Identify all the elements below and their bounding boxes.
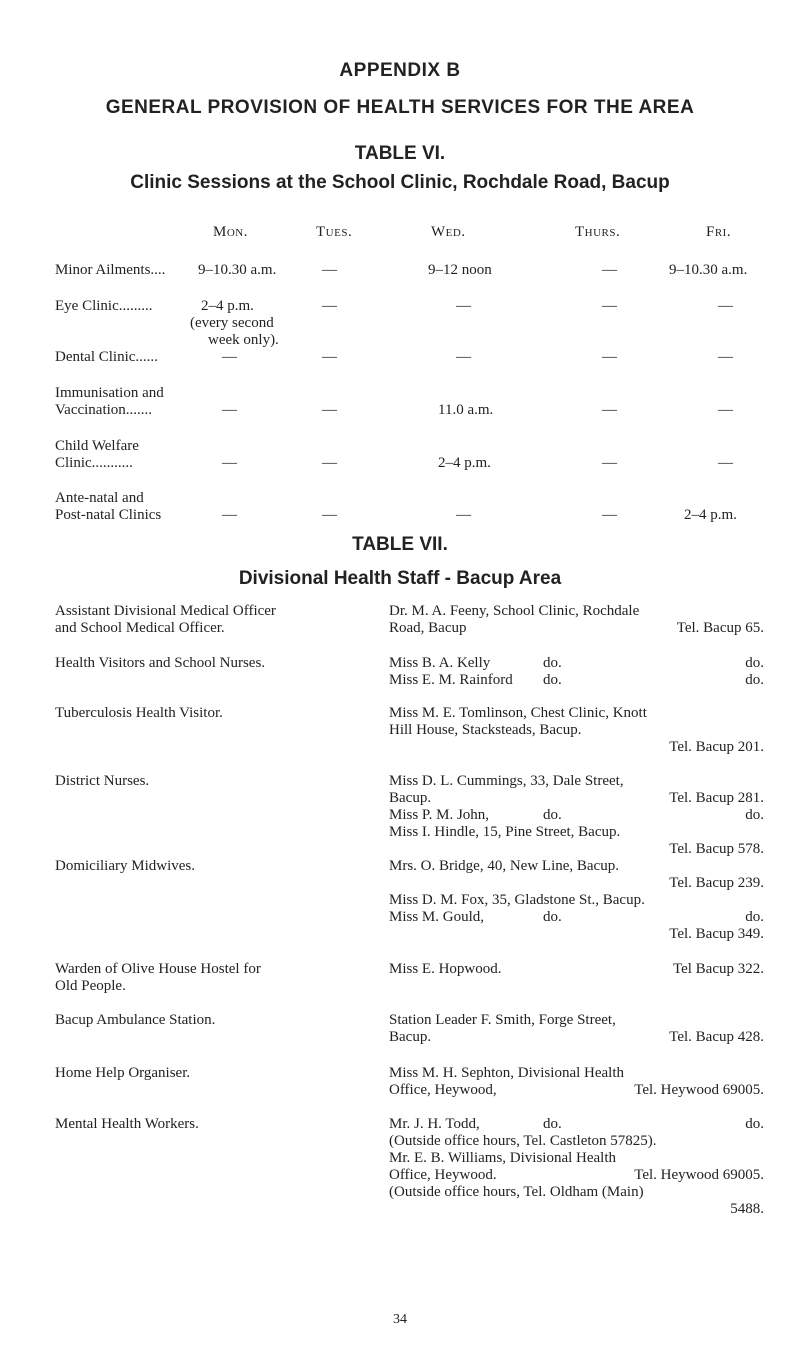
staff-detail-line <box>389 705 764 722</box>
staff-detail-line <box>389 672 764 689</box>
staff-detail-line <box>389 892 764 909</box>
staff-detail-phone: Tel. Bacup 65. <box>676 620 764 636</box>
staff-detail-text: Office, Heywood. <box>389 1167 497 1183</box>
staff-detail-phone: Tel. Bacup 428. <box>669 1029 764 1045</box>
staff-detail-line <box>389 722 764 739</box>
cell-immun-wed: 11.0 a.m. <box>438 402 494 418</box>
staff-detail-text: Miss D. L. Cummings, 33, Dale Street, <box>389 773 624 789</box>
staff-detail-phone: Tel. Heywood 69005. <box>634 1167 764 1183</box>
staff-role <box>55 1065 355 1082</box>
staff-detail-line <box>389 841 764 858</box>
staff-detail-ditto: do. <box>543 1116 562 1132</box>
staff-role <box>55 773 355 790</box>
cell-immun-fri: — <box>718 402 733 418</box>
staff-detail-line <box>389 1133 764 1150</box>
staff-role <box>55 655 355 672</box>
row-label-immunisation-2: Vaccination....... <box>55 402 153 418</box>
staff-detail-line <box>389 773 764 790</box>
staff-detail-text: (Outside office hours, Tel. Castleton 57825). <box>389 1133 657 1149</box>
staff-details <box>389 773 764 858</box>
staff-detail-line <box>389 655 764 672</box>
table-6-subtitle: Clinic Sessions at the School Clinic, Rochdale Road, Bacup <box>130 172 670 193</box>
cell-eye-tues: — <box>322 298 337 314</box>
staff-detail-line <box>389 909 764 926</box>
staff-role-line: Assistant Divisional Medical Officer <box>55 603 276 619</box>
staff-detail-line <box>389 1029 764 1046</box>
staff-role-line: Mental Health Workers. <box>55 1116 199 1132</box>
cell-eye-fri: — <box>718 298 733 314</box>
staff-detail-text: Station Leader F. Smith, Forge Street, <box>389 1012 616 1028</box>
table-6-title: TABLE VI. <box>354 143 446 164</box>
cell-minor-wed: 9–12 noon <box>428 262 492 278</box>
staff-detail-phone: Tel. Bacup 201. <box>669 739 764 755</box>
staff-detail-line <box>389 824 764 841</box>
staff-detail-text: Bacup. <box>389 1029 432 1045</box>
cell-dental-tues: — <box>322 349 337 365</box>
staff-detail-line <box>389 1012 764 1029</box>
staff-detail-line <box>389 620 764 637</box>
row-label-child-welfare-2: Clinic........... <box>55 455 133 471</box>
cell-minor-fri: 9–10.30 a.m. <box>669 262 748 278</box>
staff-detail-line <box>389 1167 764 1184</box>
staff-detail-line <box>389 1065 764 1082</box>
staff-role-line: and School Medical Officer. <box>55 620 225 636</box>
staff-detail-line <box>389 1082 764 1099</box>
cell-dental-mon: — <box>222 349 237 365</box>
staff-detail-text: Bacup. <box>389 790 432 806</box>
col-header-wed: Wed. <box>431 224 466 240</box>
staff-detail-ditto: do. <box>543 672 562 688</box>
col-header-fri: Fri. <box>706 224 732 240</box>
staff-detail-line <box>389 739 764 756</box>
staff-detail-text: Hill House, Stacksteads, Bacup. <box>389 722 582 738</box>
staff-detail-line <box>389 858 764 875</box>
cell-child-thurs: — <box>602 455 617 471</box>
cell-child-wed: 2–4 p.m. <box>438 455 491 471</box>
staff-detail-line <box>389 790 764 807</box>
staff-role-line: Tuberculosis Health Visitor. <box>55 705 223 721</box>
staff-detail-line <box>389 875 764 892</box>
staff-detail-text: Miss M. E. Tomlinson, Chest Clinic, Knott <box>389 705 647 721</box>
staff-detail-phone: Tel. Bacup 239. <box>669 875 764 891</box>
cell-eye-note-2: week only). <box>208 332 279 348</box>
row-label-eye-clinic: Eye Clinic......... <box>55 298 153 314</box>
cell-ante-fri: 2–4 p.m. <box>684 507 737 523</box>
staff-detail-phone: Tel. Bacup 349. <box>669 926 764 942</box>
staff-detail-phone: do. <box>745 655 764 671</box>
cell-ante-mon: — <box>222 507 237 523</box>
staff-detail-text: Miss M. H. Sephton, Divisional Health <box>389 1065 624 1081</box>
staff-detail-ditto: do. <box>543 807 562 823</box>
cell-dental-thurs: — <box>602 349 617 365</box>
staff-detail-text: (Outside office hours, Tel. Oldham (Main) <box>389 1184 644 1200</box>
staff-detail-text: Miss E. M. Rainford <box>389 672 513 688</box>
cell-child-fri: — <box>718 455 733 471</box>
staff-detail-line <box>389 1201 764 1218</box>
staff-detail-phone: Tel. Heywood 69005. <box>634 1082 764 1098</box>
appendix-title: APPENDIX B <box>339 60 461 81</box>
staff-detail-line <box>389 1116 764 1133</box>
staff-role-line: Health Visitors and School Nurses. <box>55 655 266 671</box>
row-label-minor-ailments: Minor Ailments.... <box>55 262 166 278</box>
staff-detail-text: Mrs. O. Bridge, 40, New Line, Bacup. <box>389 858 619 874</box>
staff-role-line: Domiciliary Midwives. <box>55 858 195 874</box>
staff-detail-phone: do. <box>745 909 764 925</box>
cell-ante-tues: — <box>322 507 337 523</box>
cell-immun-mon: — <box>222 402 237 418</box>
staff-detail-phone: Tel. Bacup 578. <box>669 841 764 857</box>
staff-role <box>55 603 355 637</box>
col-header-mon: Mon. <box>213 224 248 240</box>
staff-detail-line <box>389 926 764 943</box>
staff-detail-phone: 5488. <box>730 1201 764 1217</box>
staff-role <box>55 858 355 875</box>
col-header-thurs: Thurs. <box>575 224 621 240</box>
staff-detail-text: Miss B. A. Kelly <box>389 655 491 671</box>
table-7-title: TABLE VII. <box>352 534 448 555</box>
staff-detail-phone: do. <box>745 672 764 688</box>
staff-detail-text: Miss E. Hopwood. <box>389 961 502 977</box>
staff-detail-text: Miss D. M. Fox, 35, Gladstone St., Bacup. <box>389 892 645 908</box>
staff-role-line: Warden of Olive House Hostel for <box>55 961 261 977</box>
staff-role <box>55 1012 355 1029</box>
staff-role <box>55 961 355 995</box>
staff-details <box>389 1065 764 1099</box>
staff-detail-text: Dr. M. A. Feeny, School Clinic, Rochdale <box>389 603 640 619</box>
staff-detail-phone: do. <box>745 1116 764 1132</box>
row-label-child-welfare-1: Child Welfare <box>55 438 139 454</box>
staff-details <box>389 1012 764 1046</box>
staff-detail-phone: Tel Bacup 322. <box>672 961 764 977</box>
cell-ante-thurs: — <box>602 507 617 523</box>
table-7-subtitle: Divisional Health Staff - Bacup Area <box>238 568 562 589</box>
staff-detail-phone: Tel. Bacup 281. <box>669 790 764 806</box>
staff-role-line: Bacup Ambulance Station. <box>55 1012 216 1028</box>
cell-eye-wed: — <box>456 298 471 314</box>
staff-detail-line <box>389 807 764 824</box>
staff-role-line: Home Help Organiser. <box>55 1065 191 1081</box>
row-label-ante-natal-2: Post-natal Clinics <box>55 507 162 523</box>
col-header-tues: Tues. <box>316 224 353 240</box>
row-label-dental-clinic: Dental Clinic...... <box>55 349 158 365</box>
staff-role <box>55 705 355 722</box>
staff-detail-text: Miss M. Gould, <box>389 909 485 925</box>
cell-dental-wed: — <box>456 349 471 365</box>
cell-ante-wed: — <box>456 507 471 523</box>
cell-eye-mon: 2–4 p.m. <box>201 298 254 314</box>
staff-details <box>389 858 764 943</box>
staff-detail-line <box>389 1150 764 1167</box>
cell-immun-thurs: — <box>602 402 617 418</box>
staff-details <box>389 961 764 978</box>
staff-detail-ditto: do. <box>543 655 562 671</box>
row-label-ante-natal-1: Ante-natal and <box>55 490 144 506</box>
staff-details <box>389 1116 764 1218</box>
staff-detail-text: Road, Bacup <box>389 620 467 636</box>
staff-detail-text: Miss P. M. John, <box>389 807 490 823</box>
cell-minor-thurs: — <box>602 262 617 278</box>
cell-minor-mon: 9–10.30 a.m. <box>198 262 277 278</box>
staff-detail-line <box>389 1184 764 1201</box>
staff-details <box>389 655 764 689</box>
staff-detail-text: Mr. J. H. Todd, <box>389 1116 480 1132</box>
cell-immun-tues: — <box>322 402 337 418</box>
staff-role <box>55 1116 355 1133</box>
row-label-immunisation-1: Immunisation and <box>55 385 164 401</box>
staff-role-line: District Nurses. <box>55 773 150 789</box>
section-heading: GENERAL PROVISION OF HEALTH SERVICES FOR THE AREA <box>105 97 695 118</box>
staff-detail-line <box>389 603 764 620</box>
staff-details <box>389 603 764 637</box>
staff-details <box>389 705 764 756</box>
staff-detail-text: Office, Heywood, <box>389 1082 497 1098</box>
staff-detail-phone: do. <box>745 807 764 823</box>
staff-detail-line <box>389 961 764 978</box>
staff-detail-ditto: do. <box>543 909 562 925</box>
cell-eye-note-1: (every second <box>190 315 274 331</box>
page-number: 34 <box>393 1312 407 1327</box>
staff-role-line: Old People. <box>55 978 126 994</box>
staff-detail-text: Mr. E. B. Williams, Divisional Health <box>389 1150 617 1166</box>
staff-detail-text: Miss I. Hindle, 15, Pine Street, Bacup. <box>389 824 621 840</box>
cell-dental-fri: — <box>718 349 733 365</box>
cell-minor-tues: — <box>322 262 337 278</box>
cell-child-tues: — <box>322 455 337 471</box>
cell-eye-thurs: — <box>602 298 617 314</box>
cell-child-mon: — <box>222 455 237 471</box>
